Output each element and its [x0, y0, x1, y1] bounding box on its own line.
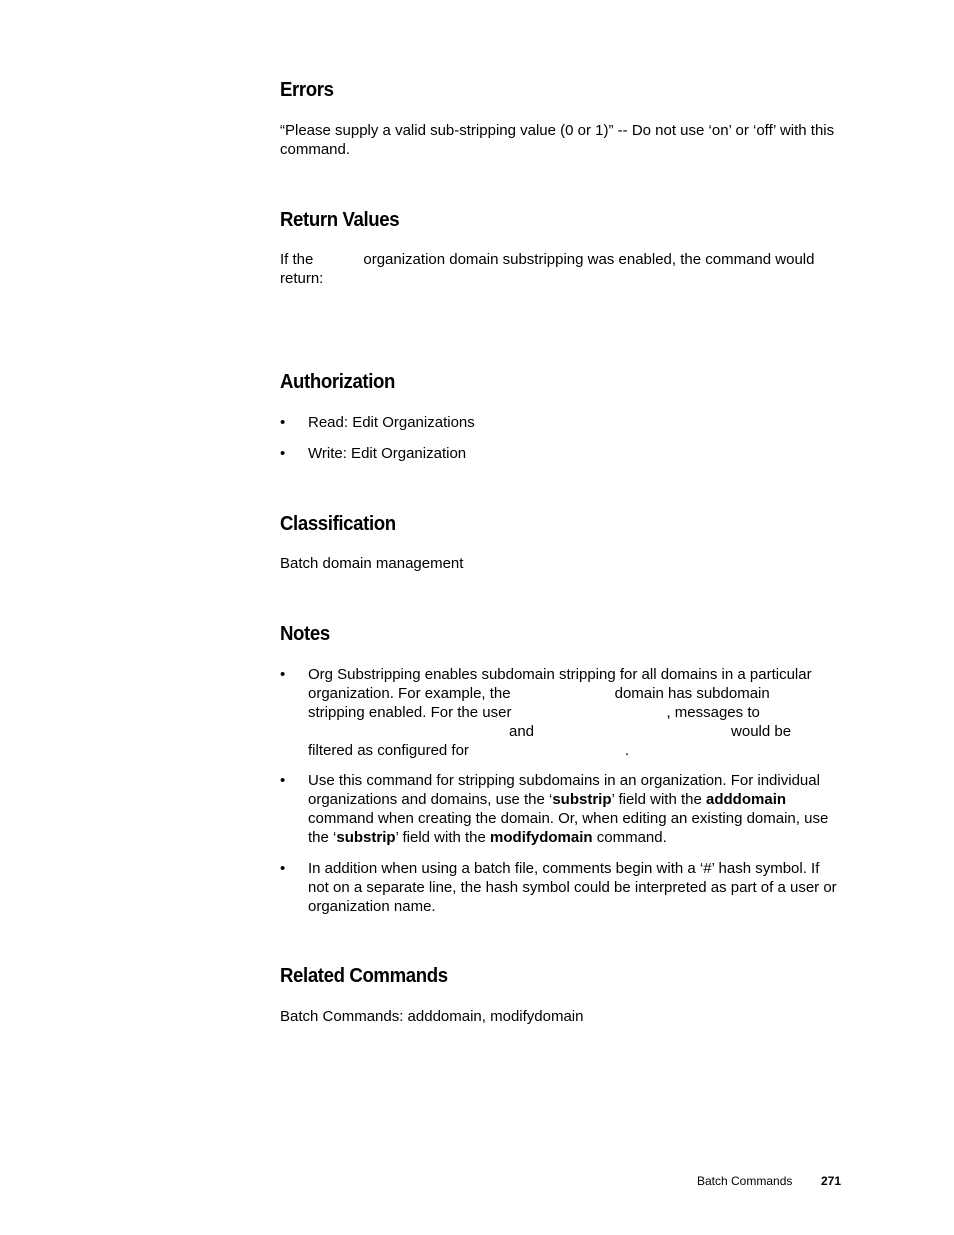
note-1-line-5a: filtered as configured for: [308, 742, 469, 759]
authorization-heading: Authorization: [280, 371, 396, 393]
note-1-line-4b: would be: [731, 723, 792, 740]
note-1-line-4a: and: [509, 723, 535, 740]
classification-text: Batch domain management: [280, 555, 464, 572]
return-values-text-a: If the: [280, 251, 314, 268]
classification-heading: Classification: [280, 513, 396, 535]
note-2-part: command.: [592, 829, 667, 846]
note-2-part: command when creating the domain. Or, when editing an existing domain, use the ‘: [308, 810, 829, 846]
note-2-part: ’ field with the: [611, 791, 707, 808]
note-2-bold: substrip: [336, 829, 396, 846]
note-2-part: Use this command for stripping subdomains in an organization. For individual organizations and domains, use the ‘: [308, 772, 820, 808]
note-2-bold: modifydomain: [490, 829, 593, 846]
note-1-line-2b: domain has subdomain: [614, 685, 770, 702]
bullet-glyph: •: [280, 414, 286, 431]
return-values-text: [280, 250, 845, 288]
note-2-text: [308, 771, 843, 847]
note-2-bold: substrip: [552, 791, 612, 808]
note-1-text: [308, 665, 843, 760]
related-commands-text: Batch Commands: adddomain, modifydomain: [280, 1008, 584, 1025]
note-1-line-3b: , messages to: [666, 704, 760, 721]
notes-heading: Notes: [280, 623, 330, 645]
note-1-line-3a: stripping enabled. For the user: [308, 704, 512, 721]
authorization-write: Write: Edit Organization: [308, 445, 467, 462]
page-number: 271: [821, 1174, 842, 1188]
errors-text: “Please supply a valid sub-stripping value (0 or 1)” -- Do not use ‘on’ or ‘off’ with this command.: [280, 122, 835, 158]
return-values-text-b: organization domain substripping was enabled, the command would return:: [280, 251, 815, 287]
return-values-heading: Return Values: [280, 209, 400, 231]
note-2-bold: adddomain: [706, 791, 787, 808]
note-1-line-2a: organization. For example, the: [308, 685, 511, 702]
bullet-glyph: •: [280, 445, 286, 462]
note-1-line-1: Org Substripping enables subdomain stripping for all domains in a particular: [308, 666, 812, 683]
bullet-glyph: •: [280, 860, 286, 877]
bullet-glyph: •: [280, 772, 286, 789]
related-commands-heading: Related Commands: [280, 965, 448, 987]
bullet-glyph: •: [280, 666, 286, 683]
errors-heading: Errors: [280, 79, 334, 101]
note-1-line-5: [308, 741, 843, 760]
note-1-line-4: [308, 722, 843, 741]
note-3-text: In addition when using a batch file, comments begin with a ‘#’ hash symbol. If not on a separate line, the hash symbol could be interpreted as part of a user or organization name.: [308, 860, 837, 915]
footer-section-title: Batch Commands: [697, 1174, 793, 1188]
note-1-line-5b: .: [624, 742, 630, 759]
note-1-line-3: [308, 703, 843, 722]
note-2-part: ’ field with the: [395, 829, 491, 846]
note-1-line-2: [308, 684, 843, 703]
authorization-read: Read: Edit Organizations: [308, 414, 475, 431]
